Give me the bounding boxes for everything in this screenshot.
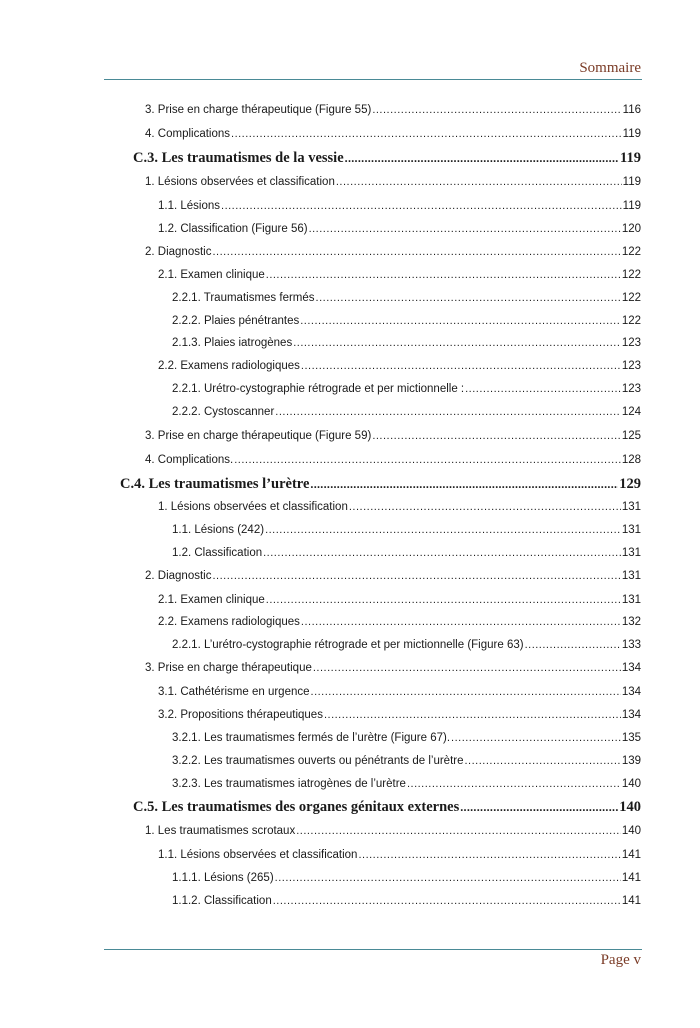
- page-header-title: Sommaire: [579, 60, 641, 76]
- toc-entry-title: 2.2. Examens radiologiques: [158, 360, 300, 372]
- toc-entry[interactable]: [158, 196, 641, 216]
- toc-dot-leader: [465, 379, 621, 399]
- toc-entry-title: 1.1. Lésions (242): [172, 524, 265, 536]
- toc-section-heading[interactable]: [133, 148, 641, 168]
- toc-entry-title: 3.2. Propositions thérapeutiques: [158, 709, 323, 721]
- toc-entry-page: 131: [621, 594, 641, 606]
- toc-dot-leader: [221, 196, 622, 216]
- toc-entry[interactable]: [172, 520, 641, 540]
- toc-entry-title: 2.1.3. Plaies iatrogènes: [172, 337, 293, 349]
- toc-entry[interactable]: [158, 265, 641, 285]
- toc-entry[interactable]: [145, 566, 641, 586]
- toc-entry-page: 134: [621, 662, 641, 674]
- toc-entry-page: 124: [621, 406, 641, 418]
- toc-entry-title: 2. Diagnostic: [145, 570, 212, 582]
- toc-entry-page: 140: [619, 799, 641, 815]
- toc-entry-title: 2.2.1. L’urétro-cystographie rétrograde et per mictionnelle (Figure 63): [172, 639, 524, 651]
- toc-entry[interactable]: [145, 124, 641, 144]
- toc-entry-page: 122: [621, 246, 641, 258]
- toc-entry-page: 122: [621, 315, 641, 327]
- toc-entry-page: 129: [619, 476, 641, 492]
- toc-dot-leader: [336, 172, 622, 192]
- toc-entry-title: 2.1. Examen clinique: [158, 269, 265, 281]
- toc-entry-title: 3.2.1. Les traumatismes fermés de l’urètre (Figure 67).: [172, 732, 451, 744]
- toc-entry-page: 134: [621, 686, 641, 698]
- toc-entry-title: 2. Diagnostic: [145, 246, 212, 258]
- toc-dot-leader: [275, 402, 621, 422]
- toc-entry-title: 1. Lésions observées et classification: [158, 501, 348, 513]
- header-rule: [104, 79, 642, 80]
- toc-entry[interactable]: [145, 450, 641, 470]
- toc-dot-leader: [212, 242, 620, 262]
- toc-entry-title: 1.2. Classification (Figure 56): [158, 223, 308, 235]
- toc-entry-title: 3.2.3. Les traumatismes iatrogènes de l’urètre: [172, 778, 406, 790]
- toc-dot-leader: [316, 288, 621, 308]
- toc-entry[interactable]: [172, 635, 641, 655]
- toc-entry-title: 3. Prise en charge thérapeutique (Figure 59): [145, 430, 372, 442]
- toc-dot-leader: [311, 682, 621, 702]
- toc-section-heading[interactable]: [133, 797, 641, 817]
- toc-entry-page: 140: [621, 825, 641, 837]
- toc-entry-title: 1.1. Lésions: [158, 200, 221, 212]
- footer-rule: [104, 949, 642, 950]
- toc-entry-title: 1.1.2. Classification: [172, 895, 272, 907]
- toc-dot-leader: [309, 219, 621, 239]
- toc-entry-page: 123: [621, 360, 641, 372]
- toc-entry-title: 3.2.2. Les traumatismes ouverts ou pénétrants de l’urètre: [172, 755, 464, 767]
- toc-entry-title: 4. Complications.: [145, 454, 234, 466]
- toc-entry-page: 131: [621, 570, 641, 582]
- toc-entry-page: 119: [622, 200, 641, 212]
- toc-entry-title: 2.2.1. Traumatismes fermés: [172, 292, 315, 304]
- toc-entry-page: 141: [621, 895, 641, 907]
- toc-dot-leader: [231, 124, 622, 144]
- toc-entry[interactable]: [158, 497, 641, 517]
- toc-dot-leader: [407, 774, 621, 794]
- toc-entry[interactable]: [158, 705, 641, 725]
- toc-entry[interactable]: [172, 311, 641, 331]
- toc-entry-title: 2.2.1. Urétro-cystographie rétrograde et per mictionnelle :: [172, 383, 465, 395]
- toc-entry[interactable]: [145, 100, 641, 120]
- toc-dot-leader: [300, 311, 621, 331]
- toc-dot-leader: [266, 590, 621, 610]
- toc-entry-page: 134: [621, 709, 641, 721]
- toc-entry-title: 1.1. Lésions observées et classification: [158, 849, 358, 861]
- toc-entry-title: 3. Prise en charge thérapeutique: [145, 662, 312, 674]
- toc-entry-page: 122: [621, 269, 641, 281]
- toc-entry-page: 123: [621, 383, 641, 395]
- toc-dot-leader: [310, 474, 618, 494]
- toc-entry[interactable]: [145, 426, 641, 446]
- toc-entry-page: 116: [622, 104, 641, 116]
- toc-entry-page: 119: [622, 128, 641, 140]
- toc-dot-leader: [265, 520, 621, 540]
- toc-entry-page: 120: [621, 223, 641, 235]
- toc-dot-leader: [296, 821, 621, 841]
- toc-entry-page: 132: [621, 616, 641, 628]
- toc-entry-title: 3. Prise en charge thérapeutique (Figure 55): [145, 104, 372, 116]
- toc-dot-leader: [212, 566, 620, 586]
- toc-entry[interactable]: [158, 682, 641, 702]
- toc-entry-page: 139: [621, 755, 641, 767]
- toc-entry-title: 1.1.1. Lésions (265): [172, 872, 274, 884]
- toc-entry-title: 1. Les traumatismes scrotaux: [145, 825, 296, 837]
- toc-entry-page: 128: [621, 454, 641, 466]
- toc-entry-title: 2.2. Examens radiologiques: [158, 616, 300, 628]
- toc-dot-leader: [525, 635, 621, 655]
- toc-entry-page: 140: [621, 778, 641, 790]
- toc-entry[interactable]: [172, 333, 641, 353]
- toc-entry-page: 123: [621, 337, 641, 349]
- toc-dot-leader: [345, 148, 619, 168]
- toc-entry[interactable]: [172, 774, 641, 794]
- toc-entry-page: 119: [622, 176, 641, 188]
- toc-dot-leader: [263, 543, 621, 563]
- toc-entry-page: 131: [621, 547, 641, 559]
- toc-dot-leader: [465, 751, 621, 771]
- toc-entry[interactable]: [158, 590, 641, 610]
- toc-entry-title: C.3. Les traumatismes de la vessie: [133, 150, 344, 166]
- toc-entry-title: 3.1. Cathétérisme en urgence: [158, 686, 310, 698]
- toc-entry[interactable]: [172, 379, 641, 399]
- toc-dot-leader: [275, 868, 621, 888]
- toc-entry[interactable]: [145, 658, 641, 678]
- toc-entry[interactable]: [145, 821, 641, 841]
- toc-dot-leader: [273, 891, 621, 911]
- toc-dot-leader: [301, 612, 621, 632]
- toc-entry-page: 122: [621, 292, 641, 304]
- toc-entry[interactable]: [172, 751, 641, 771]
- toc-entry-page: 141: [621, 849, 641, 861]
- toc-entry[interactable]: [158, 356, 641, 376]
- toc-entry[interactable]: [172, 402, 641, 422]
- toc-section-heading[interactable]: [120, 474, 641, 494]
- toc-entry-title: 1. Lésions observées et classification: [145, 176, 335, 188]
- toc-dot-leader: [234, 450, 621, 470]
- toc-entry-title: 2.1. Examen clinique: [158, 594, 265, 606]
- toc-entry-page: 119: [620, 150, 641, 166]
- toc-entry[interactable]: [158, 612, 641, 632]
- toc-entry-title: 1.2. Classification: [172, 547, 263, 559]
- toc-entry-title: C.5. Les traumatismes des organes génitaux externes: [133, 799, 460, 815]
- toc-dot-leader: [301, 356, 621, 376]
- toc-dot-leader: [372, 100, 621, 120]
- toc-entry-page: 125: [621, 430, 641, 442]
- page-number: Page v: [600, 952, 641, 968]
- toc-dot-leader: [460, 797, 618, 817]
- toc-dot-leader: [349, 497, 621, 517]
- toc-dot-leader: [372, 426, 621, 446]
- toc-dot-leader: [358, 845, 620, 865]
- toc-entry[interactable]: [172, 288, 641, 308]
- toc-entry[interactable]: [172, 543, 641, 563]
- toc-entry[interactable]: [158, 219, 641, 239]
- toc-dot-leader: [451, 728, 621, 748]
- toc-entry[interactable]: [145, 172, 641, 192]
- toc-entry[interactable]: [172, 891, 641, 911]
- toc-entry[interactable]: [158, 845, 641, 865]
- toc-dot-leader: [293, 333, 621, 353]
- toc-dot-leader: [266, 265, 621, 285]
- toc-entry-title: 2.2.2. Cystoscanner: [172, 406, 275, 418]
- toc-entry-title: 2.2.2. Plaies pénétrantes: [172, 315, 300, 327]
- toc-entry-title: C.4. Les traumatismes l’urètre: [120, 476, 310, 492]
- toc-dot-leader: [324, 705, 621, 725]
- toc-entry[interactable]: [145, 242, 641, 262]
- toc-entry-title: 4. Complications: [145, 128, 231, 140]
- toc-entry-page: 131: [621, 501, 641, 513]
- toc-entry[interactable]: [172, 868, 641, 888]
- toc-entry[interactable]: [172, 728, 641, 748]
- toc-dot-leader: [313, 658, 621, 678]
- toc-entry-page: 135: [621, 732, 641, 744]
- toc-entry-page: 131: [621, 524, 641, 536]
- toc-entry-page: 141: [621, 872, 641, 884]
- toc-entry-page: 133: [621, 639, 641, 651]
